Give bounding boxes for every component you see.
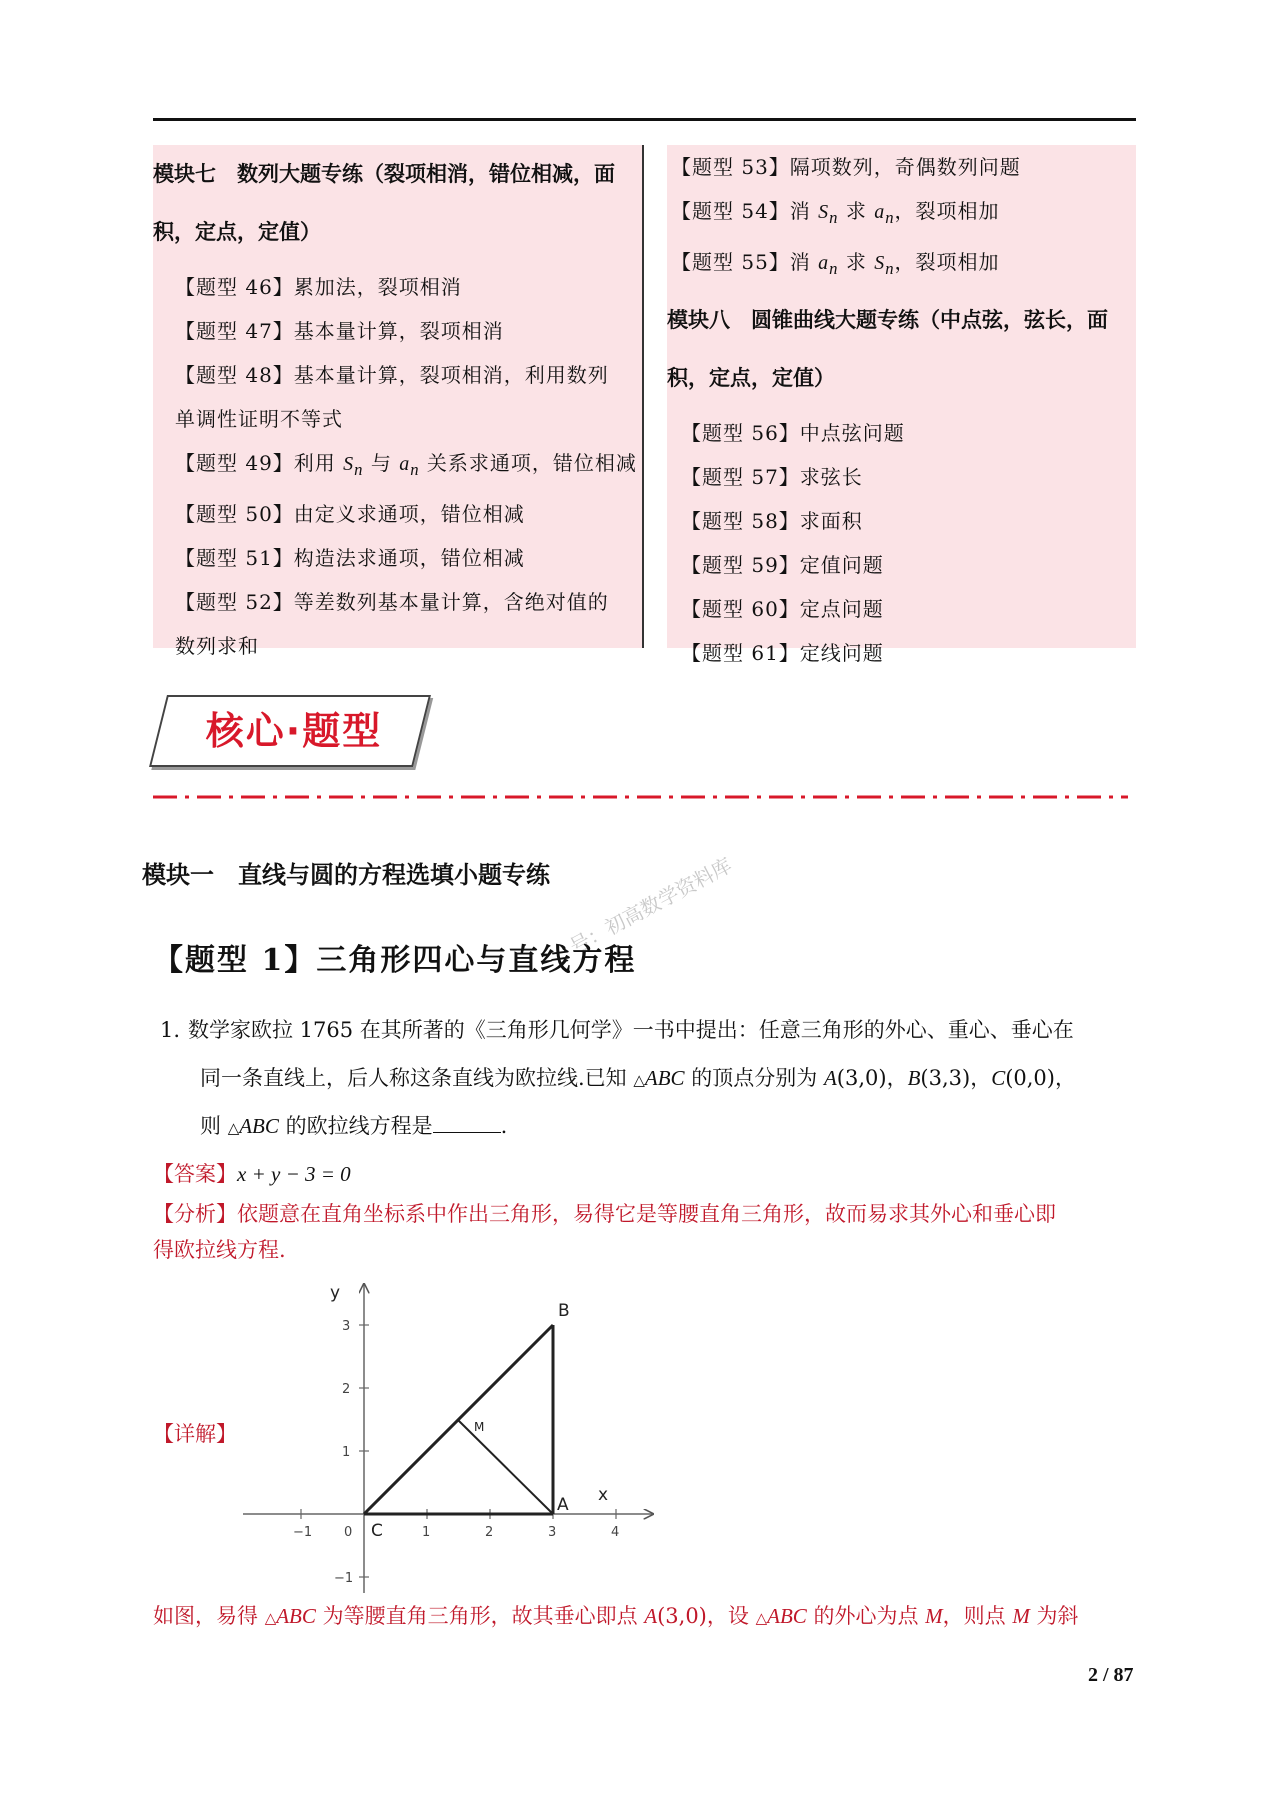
point-M-label: M (474, 1420, 485, 1434)
toc-item-56: 【题型 56】中点弦问题 (681, 421, 905, 445)
detail-text: 如图，易得 △ABC 为等腰直角三角形，故其垂心即点 A(3,0)，设 △ABC 的外心为点 M，则点 M 为斜 (153, 1604, 1079, 1628)
toc-item-55: 【题型 55】消 $a_n$ 求 $S_n$，裂项相加 (671, 250, 1000, 278)
toc-item-59: 【题型 59】定值问题 (681, 553, 884, 577)
toc-item-50: 【题型 50】由定义求通项，错位相减 (175, 502, 525, 526)
detail-label: 【详解】 (153, 1422, 237, 1446)
toc-left-list (153, 265, 642, 668)
toc-item-58: 【题型 58】求面积 (681, 509, 863, 533)
answer-label: 【答案】 (153, 1162, 237, 1186)
x-tick-3: 3 (548, 1525, 557, 1540)
module1-title: 模块一 直线与圆的方程选填小题专练 (142, 861, 550, 889)
toc-item-52-cont: 数列求和 (175, 634, 259, 658)
toc-item-52: 【题型 52】等差数列基本量计算，含绝对值的 (175, 590, 609, 614)
toc-item-48-cont: 单调性证明不等式 (175, 407, 343, 431)
answer-blank (433, 1112, 501, 1133)
question-number: 1. (160, 1018, 181, 1042)
answer-row (153, 1158, 351, 1188)
toc-item-49: 【题型 49】利用 $S_n$ 与 $a_n$ 关系求通项，错位相减 (175, 451, 637, 479)
header-rule (153, 118, 1136, 121)
y-axis-label: y (330, 1283, 341, 1303)
toc-item-51: 【题型 51】构造法求通项，错位相减 (175, 546, 525, 570)
toc-right-column (667, 145, 1136, 665)
page-number: 2 / 87 (1088, 1664, 1134, 1686)
x-tick-0: 0 (344, 1525, 353, 1540)
y-tick-1: 1 (342, 1445, 351, 1460)
y-tick-neg1: −1 (334, 1571, 354, 1586)
point-B-label: B (558, 1301, 570, 1321)
answer-value: x + y − 3 = 0 (237, 1162, 351, 1186)
section-badge: 核心·题型 (205, 709, 383, 753)
toc-item-61: 【题型 61】定线问题 (681, 641, 884, 665)
question-line-1: 数学家欧拉 1765 在其所著的《三角形几何学》一书中提出：任意三角形的外心、重心、垂心在 (188, 1018, 1074, 1042)
y-tick-3: 3 (342, 1319, 351, 1334)
x-tick-neg1: −1 (293, 1525, 313, 1540)
x-tick-2: 2 (485, 1525, 494, 1540)
analysis-block: 【分析】依题意在直角坐标系中作出三角形，易得它是等腰直角三角形，故而易求其外心和垂心即 得欧拉线方程. (153, 1202, 1056, 1262)
x-tick-1: 1 (422, 1525, 431, 1540)
dash-divider (153, 795, 1128, 799)
toc-item-57: 【题型 57】求弦长 (681, 465, 863, 489)
watermark: 号：初高数学资料库 (565, 852, 736, 959)
toc-item-60: 【题型 60】定点问题 (681, 597, 884, 621)
question-line-3: 则 △ABC 的欧拉线方程是 . (200, 1114, 508, 1138)
module7-heading: 模块七 数列大题专练（裂项相消，错位相减，面 积，定点，定值） (153, 162, 615, 244)
y-tick-2: 2 (342, 1382, 351, 1397)
toc-item-48: 【题型 48】基本量计算，裂项相消，利用数列 (175, 363, 609, 387)
segment-MA (458, 1420, 553, 1514)
toc-item-53: 【题型 53】隔项数列，奇偶数列问题 (671, 155, 1021, 179)
toc-right-top-list (667, 145, 1136, 291)
x-tick-4: 4 (611, 1525, 620, 1540)
point-C-label: C (371, 1521, 383, 1541)
triangle-figure (238, 1278, 658, 1608)
toc-right-list (667, 411, 1136, 675)
x-axis-label: x (598, 1485, 609, 1505)
module8-heading: 模块八 圆锥曲线大题专练（中点弦，弦长，面 积，定点，定值） (667, 308, 1108, 390)
toc-item-47: 【题型 47】基本量计算，裂项相消 (175, 319, 504, 343)
question-line-2: 同一条直线上，后人称这条直线为欧拉线.已知 △ABC 的顶点分别为 A(3,0)，B(3,3)，C(0,0)， (200, 1066, 1076, 1090)
toc-item-54: 【题型 54】消 $S_n$ 求 $a_n$，裂项相加 (671, 199, 1000, 227)
point-A-label: A (557, 1495, 569, 1515)
toc-left-column (153, 145, 644, 658)
type1-title: 【题型 1】三角形四心与直线方程 (153, 943, 637, 978)
toc-item-46: 【题型 46】累加法，裂项相消 (175, 275, 462, 299)
